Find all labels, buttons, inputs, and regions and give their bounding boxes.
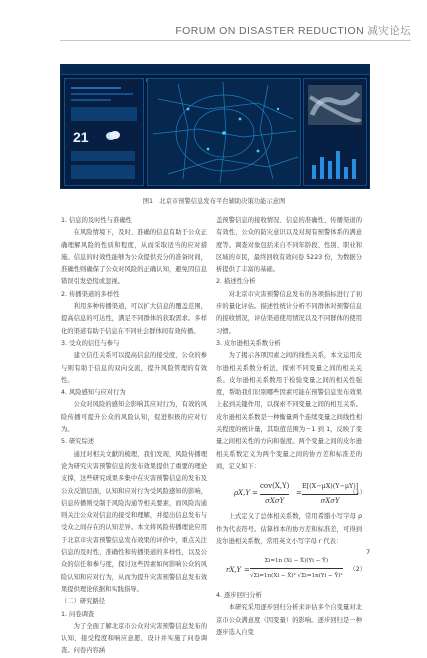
section-heading: 4. 逐步回归分析 (216, 592, 262, 600)
paragraph: 公众对风险的感知会影响其应对行为，有效的风险传播可提升公众的风险认知，促进积极的应对行为。 (61, 401, 207, 434)
paragraph: 上式定义了总体相关系数，常用希腊小写字母 ρ 作为代表符号。估算样本的协方差和标准差，可得到皮尔逊相关系数，常用英文小写字母 r 代表： (216, 513, 362, 545)
formula-1-denominator-2: σXσY (320, 497, 340, 506)
page-number: 7 (366, 548, 371, 556)
platform-screenshot-figure (60, 64, 370, 189)
section-heading: 5. 研究综述 (61, 438, 95, 446)
fraction-bar (260, 494, 289, 495)
formula-2 (216, 551, 366, 587)
right-column (216, 215, 366, 639)
section-heading: 3. 受众的信任与参与 (61, 339, 120, 347)
section-heading: 1. 信息的及时性与准确性 (61, 217, 132, 224)
satellite-cloud-image (308, 85, 362, 125)
formula-1 (216, 476, 366, 508)
figure-caption: 图1 北京市预警信息发布平台辅助决策功能示意图 (142, 198, 286, 205)
mini-bar (328, 161, 332, 179)
section-heading: （二）研究路径 (61, 598, 106, 606)
satellite-cloud-icon (308, 85, 362, 125)
paragraph: 为了全面了解北京市公众对灾害预警信息发布的认知、接受程度和响应意愿，设计并实施了问卷调查。问卷内容涵 (61, 622, 207, 655)
header-divider (60, 40, 411, 41)
section-heading: 1. 问卷调查 (61, 610, 95, 618)
paragraph: 本研究采用逐步回归分析来评估多个自变量对北京市公众满意度（因变量）的影响。逐步回归是一种逐步选入自变 (216, 604, 362, 637)
mini-bar (320, 157, 324, 179)
paragraph: 为了揭示各项因素之间的线性关系，本文运用皮尔逊相关系数分析法，探索不同变量之间的相关关系。皮尔逊相关系数用于检验变量之间的相关性强度，帮助我们识别哪些因素可能在预警信息发布效果上起到关键作用，以探索不同变量之间的相互关系。皮尔逊相关系数是一种衡量两个连续变量之间线性相关程度的统计量，其取值范围为－1 到 1，反映了变量之间相关性的方向和强度。两个变量之间的皮尔逊相关系数定义为两个变量之间的协方差和标准差的商，定义如下： (216, 352, 362, 470)
section-heading: 2. 描述性分析 (216, 278, 256, 286)
mini-bar (312, 165, 316, 179)
formula-1-number: （1） (349, 489, 366, 497)
formula-1-numerator-2: E[(X−μX)(Y−μY)] (302, 482, 359, 491)
figure-topbar (61, 65, 369, 75)
formula-1-denominator: σXσY (265, 497, 285, 506)
equals-sign: = (296, 489, 302, 498)
formula-1-fraction-a (260, 480, 289, 507)
figure-tabs (101, 67, 176, 72)
panel-row (71, 99, 111, 101)
figure-right-panel (303, 78, 367, 186)
formula-2-lhs: rX,Y (226, 566, 242, 575)
right-column-part-b (216, 511, 362, 548)
figure-map-panel (147, 78, 301, 186)
formula-2-numerator: Σi=1n (Xi − X̄)(Yi − Ȳ) (264, 558, 329, 565)
page-header (0, 20, 427, 44)
section-heading: 3. 皮尔逊相关系数分析 (216, 339, 281, 347)
mini-bar (344, 167, 348, 179)
journal-title (175, 23, 411, 38)
panel-row (71, 93, 133, 95)
paragraph: 利用多种传播渠道，可以扩大信息的覆盖范围，提高信息的可达性，满足不同群体的获取需求。多样化的渠道有助于信息在不同社会群体间有效传播。 (61, 303, 207, 335)
mini-bar (352, 159, 356, 179)
road-network-map (148, 79, 300, 185)
formula-2-fraction (250, 555, 343, 582)
panel-block (71, 107, 137, 121)
right-column-part-a (216, 215, 362, 473)
paragraph: 对北京市灾害预警信息发布的各项指标进行了初步的量化评估。描述性统计分析不同群体对预警信息的接收情况，评估渠道使用情况以及不同群体的使用习惯。 (216, 290, 362, 335)
formula-1-numerator: cov(X,Y) (260, 482, 290, 491)
journal-title-cn: 减灾论坛 (367, 25, 411, 37)
paragraph: 在风险情境下，及时、准确的信息有助于公众正确理解风险的性质和程度，从而采取适当的应对措施。信息的时效性能够为公众提供充分的准备时间，准确性则确保了公众对风险的正确认知，避免因信息错误引发恐慌或忽视。 (61, 229, 207, 286)
right-column-part-c (216, 590, 362, 639)
section-heading: 4. 风险感知与应对行为 (61, 389, 126, 397)
weather-temperature: 21 (73, 129, 89, 145)
fraction-bar (250, 568, 343, 569)
panel-block (71, 165, 135, 179)
paragraph: 通过对相关文献的梳理，我们发现，风险传播理论为研究灾害预警信息的发布效果提供了重要的理论支撑，这些研究成果多集中在灾害预警信息的发布及公众反馈层面，认知和应对行为受风险感知的影响，信息传播则受制于风险沟通等相关要素，而风险沟通则关注公众对信息的接受和理解，并提出信息发布与受众之间存在的认知差异。本文将风险传播理论应用于北京市灾害预警信息发布效果的评价中，重点关注信息的及时性、准确性和传播渠道的多样性，以及公众的信任和参与度，探讨这些因素如何影响公众的风险认知和应对行为，从而为提升灾害预警信息发布效果提供理论依据和实践指导。 (61, 450, 207, 593)
equals-sign: = (252, 489, 258, 498)
equals-sign: = (244, 566, 250, 575)
cloud-icon (105, 129, 121, 141)
panel-block (71, 151, 135, 161)
formula-1-lhs: ρX,Y (234, 489, 250, 498)
panel-row (71, 87, 121, 89)
section-heading: 2. 传播渠道的多样性 (61, 290, 120, 298)
formula-2-denominator: √Σi=1n(Xi − X̄)² √Σi=1n(Yi − Ȳ)² (250, 573, 343, 580)
figure-left-panel (64, 78, 144, 186)
mini-bar (336, 151, 340, 179)
left-column (61, 215, 207, 658)
paragraph: 盖预警信息的接收情况、信息的准确性、传播渠道的有效性、公众的防灾意识以及对现有预警体系的满意度等。调查对象包括来自不同年龄段、性别、职业和区域的市民，最终回收有效问卷 5223 份，为数据分析提供了丰富的基础。 (216, 217, 362, 274)
paragraph: 建立信任关系可以提高信息的接受度，公众的参与则有助于信息的双向交流，提升风险管理的有效性。 (61, 352, 207, 384)
journal-title-en: FORUM ON DISASTER REDUCTION (175, 25, 365, 37)
formula-2-number: （2） (349, 566, 366, 574)
